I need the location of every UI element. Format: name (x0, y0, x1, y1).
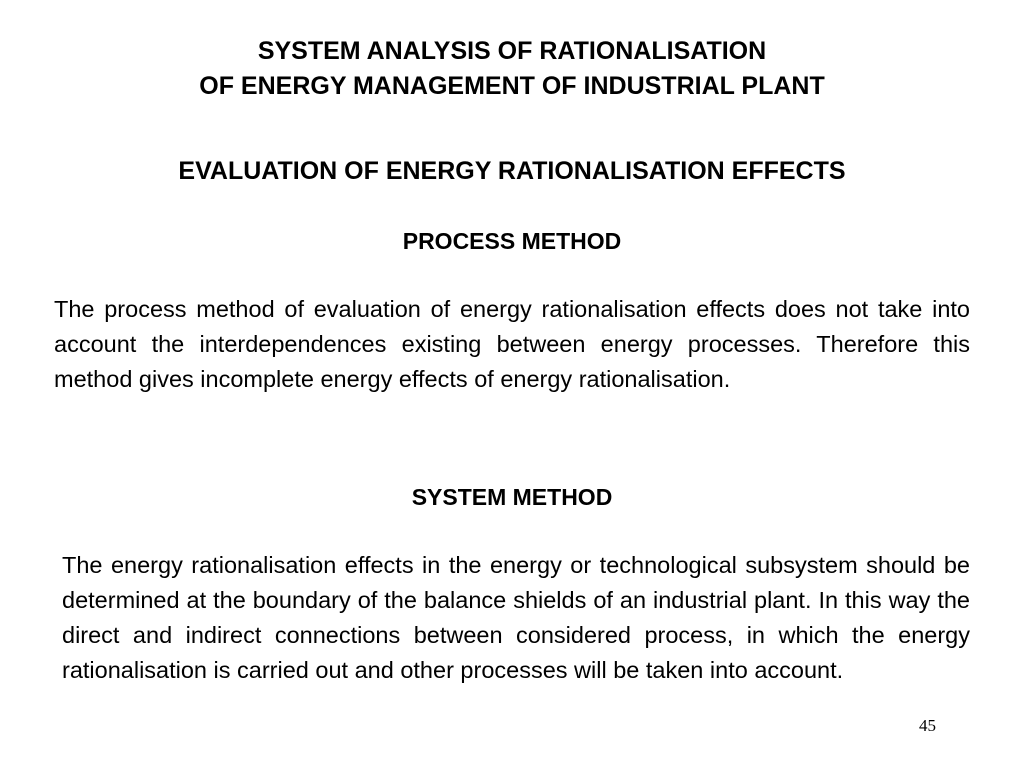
slide-title-line-1: SYSTEM ANALYSIS OF RATIONALISATION (257, 37, 767, 65)
process-method-text: The process method of evaluation of energy rationalisation effects does not take into account the interdependences existing between energy processes. Therefore this method gives incomplete energy effects of energy rationalisation. (54, 296, 970, 392)
process-method-heading: PROCESS METHOD (402, 228, 622, 254)
page-number: 45 (919, 716, 936, 735)
slide-subtitle: EVALUATION OF ENERGY RATIONALISATION EFFECTS (178, 157, 846, 185)
system-method-text: The energy rationalisation effects in the energy or technological subsystem should be determined at the boundary of the balance shields of an industrial plant. In this way the direct and indirect connections between considered process, in which the energy rationalisation is carried out and other processes will be taken into account. (62, 552, 970, 683)
slide-title-line-2: OF ENERGY MANAGEMENT OF INDUSTRIAL PLANT (199, 72, 825, 100)
system-method-heading: SYSTEM METHOD (411, 484, 613, 510)
